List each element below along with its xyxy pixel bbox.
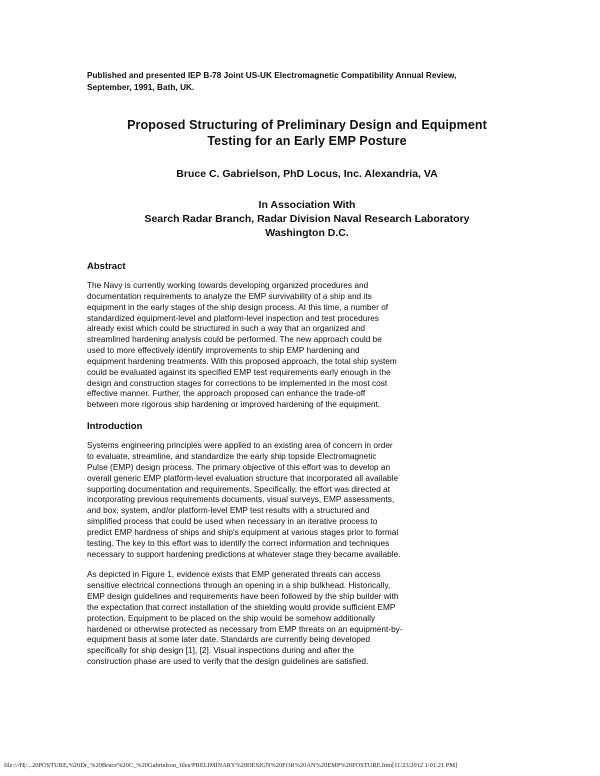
- publication-note-line: Published and presented IEP B-78 Joint US-UK Electromagnetic Compatibility Annual Review,: [87, 71, 457, 80]
- text-line: the expectation that correct installation of the shielding would provide sufficient EMP: [87, 602, 396, 612]
- text-line: streamlined hardening analysis could be performed. The new approach could be: [87, 335, 382, 345]
- association-line: Washington D.C.: [265, 227, 349, 239]
- introduction-paragraph-2: [87, 570, 527, 668]
- paper-title-line: Proposed Structuring of Preliminary Design and Equipment: [127, 118, 487, 132]
- text-line: equipment in the early stages of the ship design process. At this time, a number of: [87, 302, 389, 312]
- text-line: hardened or otherwise protected as necessary from EMP threats on an equipment-by-: [87, 624, 403, 634]
- text-line: design and construction stages for corrections to be implemented in the most cost: [87, 378, 388, 388]
- document-body: [87, 70, 527, 668]
- association-line: In Association With: [258, 199, 356, 211]
- abstract-paragraph: [87, 281, 527, 411]
- text-line: overall generic EMP platform-level evaluation structure that incorporated all available: [87, 473, 399, 483]
- text-line: predict EMP hardness of ships and ship's equipment at various stages prior to formal: [87, 527, 399, 537]
- text-line: protection. Equipment to be placed on the ship would be somehow additionally: [87, 613, 376, 623]
- text-line: EMP design guidelines and requirements have been followed by the ship builder with: [87, 592, 399, 602]
- text-line: effective manner. Further, the approach proposed can enhance the trade-off: [87, 389, 366, 399]
- introduction-paragraph-1: [87, 441, 527, 560]
- text-line: between more rigorous ship hardening or improved hardening of the equipment.: [87, 400, 381, 410]
- text-line: simplified process that could be used when necessary in an iterative process to: [87, 517, 378, 527]
- abstract-heading: Abstract: [87, 261, 126, 272]
- text-line: already exist which could be structured in such a way that an organized and: [87, 324, 366, 334]
- text-line: equipment basis at some later date. Standards are currently being developed: [87, 635, 371, 645]
- text-line: incorporating previous requirements documents, visual surveys, EMP assessments,: [87, 495, 395, 505]
- publication-note-line: September, 1991, Bath, UK.: [87, 82, 195, 92]
- text-line: The Navy is currently working towards developing organized procedures and: [87, 281, 369, 290]
- paper-title-line: Testing for an Early EMP Posture: [207, 134, 407, 148]
- text-line: documentation requirements to analyze the EMP survivability of a ship and its: [87, 291, 372, 301]
- introduction-heading: Introduction: [87, 421, 143, 433]
- publication-note: [87, 70, 527, 93]
- text-line: Pulse (EMP) design process. The primary objective of this effort was to develop an: [87, 462, 391, 472]
- text-line: As depicted in Figure 1, evidence exists that EMP generated threats can access: [87, 570, 381, 580]
- text-line: testing. The key to this effort was to identify the correct information and techniques: [87, 538, 390, 548]
- file-path-footer: file:///H|/...20POSTURE,%20Dr_%20Bruce%20C_%20Gabrielson_files/PRELIMINARY%20DESIGN%20FOR%20AN%20EMP%20POSTURE.htm[11/23/2012 1:01:21 PM]: [4, 762, 458, 769]
- paper-title: [87, 117, 527, 149]
- text-line: supporting documentation and requirements. Specifically, the effort was directed at: [87, 484, 391, 494]
- text-line: standardized equipment-level and platform-level inspection and test procedures: [87, 313, 379, 323]
- text-line: Systems engineering principles were applied to an existing area of concern in order: [87, 441, 393, 451]
- association-line: Search Radar Branch, Radar Division Naval Research Laboratory: [144, 213, 470, 225]
- text-line: used to more effectively identify improvements to ship EMP hardening and: [87, 346, 360, 356]
- association-block: [87, 198, 527, 240]
- text-line: and box, system, and/or platform-level EMP test results with a structured and: [87, 506, 370, 516]
- text-line: sensitive electrical connections through an opening in a ship bulkhead. Historically,: [87, 581, 391, 591]
- text-line: to evaluate, streamline, and standardize the early ship topside Electromagnetic: [87, 451, 377, 461]
- text-line: could be evaluated against its specified EMP test requirements early enough in the: [87, 367, 391, 377]
- text-line: necessary to support hardening predictions at whatever stage they became available.: [87, 549, 401, 559]
- text-line: specifically for ship design [1], [2]. Visual inspections during and after the: [87, 646, 354, 656]
- text-line: equipment hardening treatments. With this proposed approach, the total ship system: [87, 356, 397, 366]
- text-line: construction phase are used to verify that the design guidelines are satisfied.: [87, 657, 369, 667]
- author-line: Bruce C. Gabrielson, PhD Locus, Inc. Alexandria, VA: [176, 168, 438, 180]
